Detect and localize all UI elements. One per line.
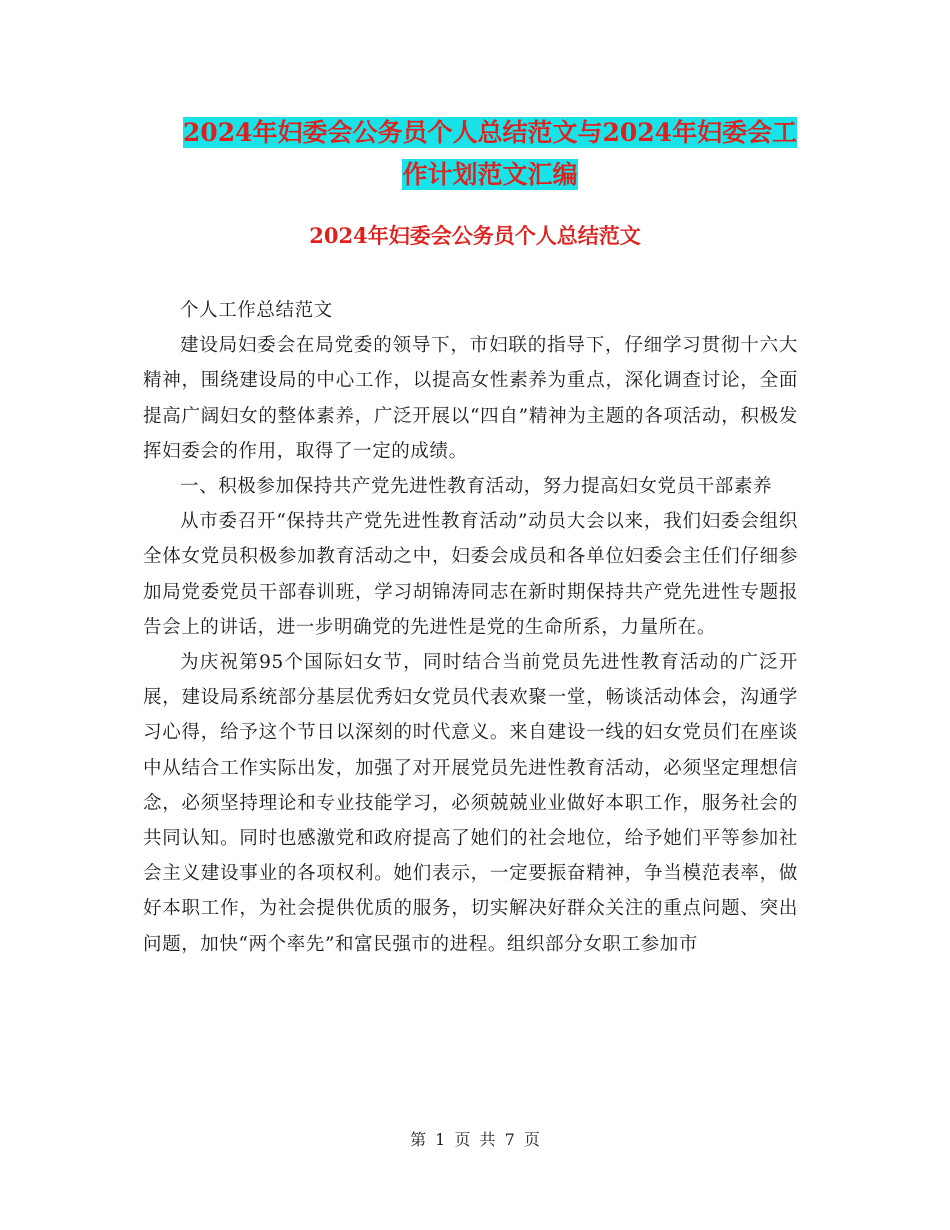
document-title bbox=[140, 112, 840, 196]
document-title-line-2: 作计划范文汇编 bbox=[402, 160, 578, 189]
document-title-line-1: 2024年妇委会公务员个人总结范文与2024年妇委会工 bbox=[182, 118, 798, 147]
paragraph: 建设局妇委会在局党委的领导下，市妇联的指导下，仔细学习贯彻十六大精神，围绕建设局的中心工作，以提高女性素养为重点，深化调查讨论，全面提高广阔妇女的整体素养，广泛开展以“四自”精神为主题的各项活动，积极发挥妇委会的作用，取得了一定的成绩。 bbox=[143, 335, 798, 462]
paragraph: 从市委召开“保持共产党先进性教育活动”动员大会以来，我们妇委会组织全体女党员积极参加教育活动之中，妇委会成员和各单位妇委会主任们仔细参加局党委党员干部春训班，学习胡锦涛同志在新时期保持共产党先进性专题报告会上的讲话，进一步明确党的先进性是党的生命所系，力量所在。 bbox=[143, 511, 798, 638]
paragraph-heading: 个人工作总结范文 bbox=[180, 300, 333, 321]
document-body bbox=[143, 293, 798, 962]
paragraph-subheading: 一、积极参加保持共产党先进性教育活动，努力提高妇女党员干部素养 bbox=[180, 476, 773, 498]
page-number-footer: 第 1 页 共 7 页 bbox=[410, 1130, 540, 1149]
paragraph: 为庆祝第95个国际妇女节，同时结合当前党员先进性教育活动的广泛开展，建设局系统部分基层优秀妇女党员代表欢聚一堂，畅谈活动体会，沟通学习心得，给予这个节日以深刻的时代意义。来自建设一线的妇女党员们在座谈中从结合工作实际出发，加强了对开展党员先进性教育活动，必须坚定理想信念，必须坚持理论和专业技能学习，必须兢兢业业做好本职工作，服务社会的共同认知。同时也感激党和政府提高了她们的社会地位，给予她们平等参加社会主义建设事业的各项权利。她们表示，一定要振奋精神，争当模范表率，做好本职工作，为社会提供优质的服务，切实解决好群众关注的重点问题、突出问题，加快“两个率先”和富民强市的进程。组织部分女职工参加市 bbox=[143, 652, 798, 955]
section-title: 2024年妇委会公务员个人总结范文 bbox=[309, 223, 641, 248]
